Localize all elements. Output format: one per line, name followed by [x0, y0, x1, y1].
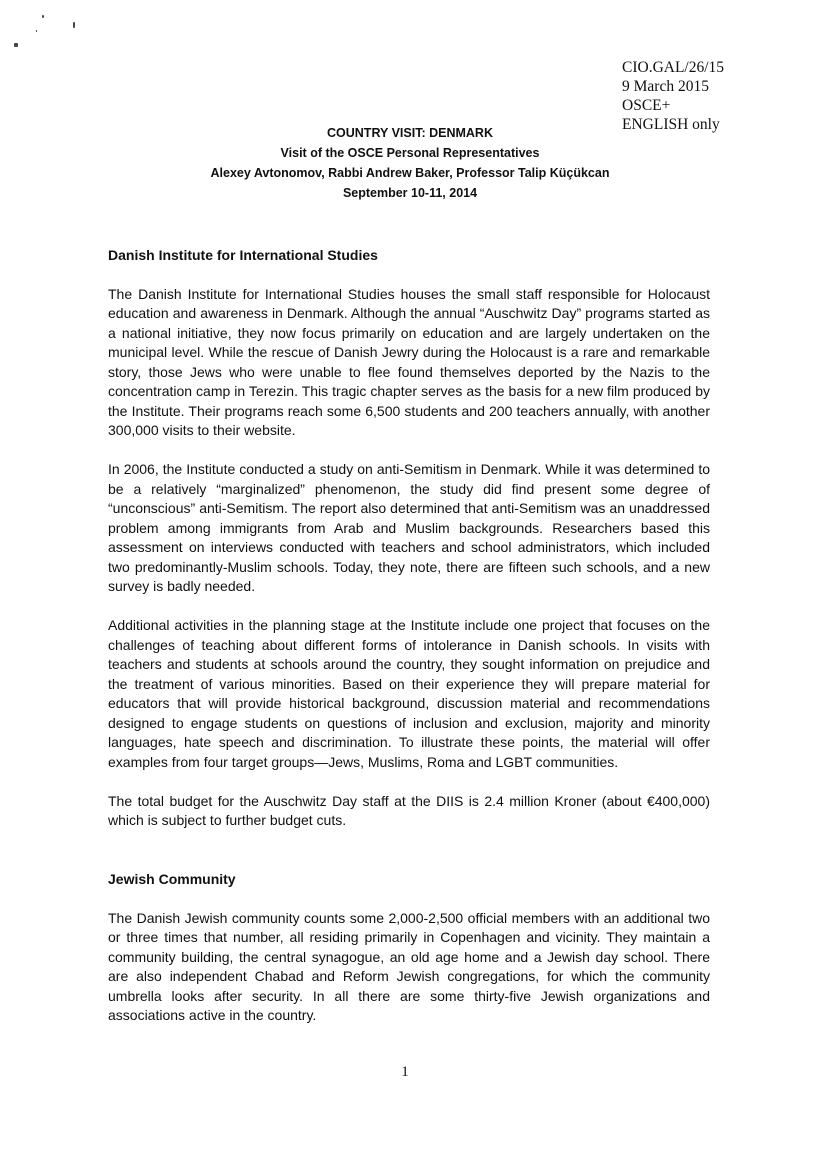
title-line-3: Alexey Avtonomov, Rabbi Andrew Baker, Professor Talip Küçükcan — [210, 166, 610, 180]
scan-speck — [42, 15, 44, 18]
section-heading: Jewish Community — [108, 871, 236, 887]
title-line-4: September 10-11, 2014 — [342, 186, 478, 200]
document-body — [108, 246, 710, 1045]
scan-speck — [73, 22, 75, 28]
scan-speck — [14, 43, 18, 47]
section-jewish-community — [108, 870, 710, 1026]
paragraph: The Danish Jewish community counts some 2,000-2,500 official members with an additional two or three times that number, all residing primarily in Copenhagen and vicinity. They maintain a community building, the central synagogue, an old age home and a Jewish day school. There are also independent Chabad and Reform Jewish congregations, for which the community umbrella looks after security. In all there are some thirty-five Jewish organizations and associations active in the country. — [108, 909, 710, 1023]
reference-date: 9 March 2015 — [622, 78, 709, 95]
paragraph: The Danish Institute for International Studies houses the small staff responsible for Holocaust education and awareness in Denmark. Although the annual “Auschwitz Day” programs started as a national initiative, they now focus primarily on education and are largely undertaken on the municipal level. While the rescue of Danish Jewry during the Holocaust is a rare and remarkable story, those Jews who were unable to flee found themselves deported by the Nazis to the concentration camp in Terezin. This tragic chapter serves as the basis for a new film produced by the Institute. Their programs reach some 6,500 students and 200 teachers annually, with another 300,000 visits to their website. — [108, 285, 710, 438]
reference-code: CIO.GAL/26/15 — [622, 59, 725, 76]
title-line-2: Visit of the OSCE Personal Representatives — [280, 146, 540, 160]
paragraph: The total budget for the Auschwitz Day staff at the DIIS is 2.4 million Kroner (about €400,000) which is subject to further budget cuts. — [108, 792, 710, 828]
reference-distribution: OSCE+ — [622, 97, 671, 114]
reference-language: ENGLISH only — [622, 116, 720, 133]
paragraph: In 2006, the Institute conducted a study on anti-Semitism in Denmark. While it was determined to be a relatively “marginalized” phenomenon, the study did find present some degree of “unconscious” anti-Semitism. The report also determined that anti-Semitism was an unaddressed problem among immigrants from Arab and Muslim backgrounds. Researchers based this assessment on interviews conducted with teachers and school administrators, which included two predominantly-Muslim schools. Today, they note, there are fifteen such schools, and a new survey is badly needed. — [108, 461, 710, 594]
scan-speck — [36, 30, 37, 32]
section-heading: Danish Institute for International Studies — [108, 247, 378, 263]
paragraph: Additional activities in the planning stage at the Institute include one project that focuses on the challenges of teaching about different forms of intolerance in Danish schools. In visits with teachers and students at schools around the country, they sought information on prejudice and the treatment of various minorities. Based on their experience they will prepare material for educators that will provide historical background, discussion material and recommendations designed to engage students on questions of inclusion and exclusion, majority and minority languages, hate speech and discrimination. To illustrate these points, the material will offer examples from four target groups—Jews, Muslims, Roma and LGBT communities. — [108, 617, 710, 770]
page-number: 1 — [401, 1064, 409, 1080]
document-title — [0, 123, 820, 203]
title-line-1: COUNTRY VISIT: DENMARK — [327, 126, 493, 140]
section-diis — [108, 246, 710, 831]
